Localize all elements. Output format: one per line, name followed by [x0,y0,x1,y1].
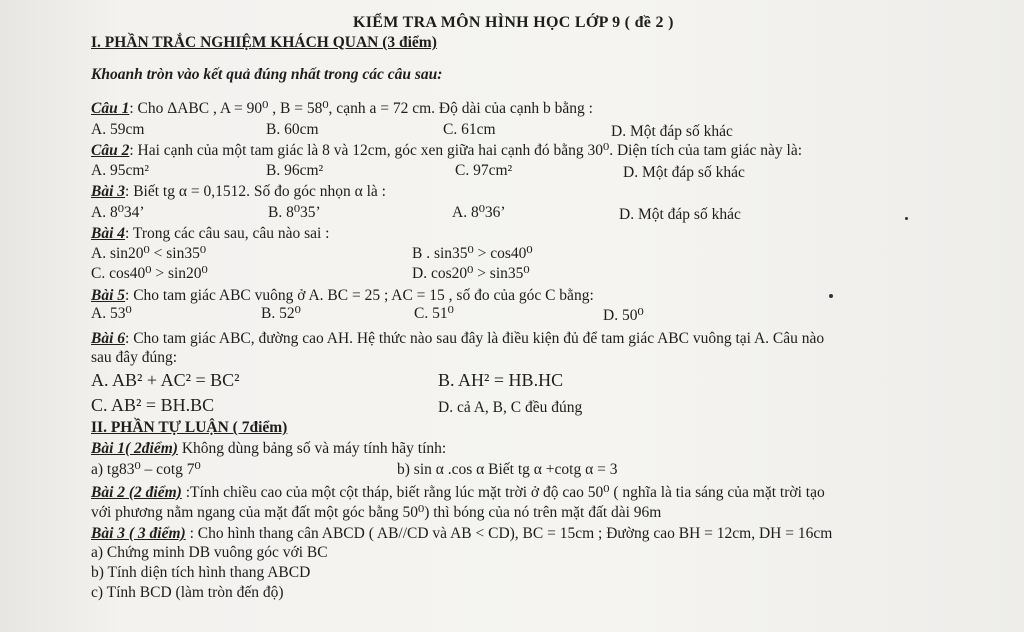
question-4-option-a: A. sin20⁰ < sin35⁰ [91,245,207,262]
problem-2-label: Bài 2 (2 điểm) [91,484,182,501]
question-3-option-d: D. Một đáp số khác [619,206,741,223]
problem-1-part-a: a) tg83⁰ – cotg 7⁰ [91,461,201,478]
question-6-text-continued: sau đây đúng: [91,349,178,366]
problem-1-text: Không dùng bảng số và máy tính hãy tính: [177,440,447,457]
question-3-option-c: A. 8⁰36’ [452,204,506,221]
ink-dot [905,217,908,220]
problem-3-label: Bài 3 ( 3 điểm) [91,525,186,542]
question-5-option-d: D. 50⁰ [603,307,644,324]
problem-2-text-continued: với phương nằm ngang của mặt đất một góc bằng 50⁰) thì bóng của nó trên mặt đất dài 96m [91,504,662,521]
problem-2 [91,484,825,502]
question-5-text: : Cho tam giác ABC vuông ở A. BC = 25 ; AC = 15 , số đo của góc C bằng: [125,287,594,304]
question-3 [91,183,386,201]
problem-3-part-c: c) Tính BCD (làm tròn đến độ) [91,584,284,601]
question-1-text: : Cho ΔABC , A = 90⁰ , B = 58⁰, cạnh a = 72 cm. Độ dài của cạnh b bằng : [129,100,593,117]
question-4-label: Bài 4 [91,225,126,242]
question-5-label: Bài 5 [91,287,126,304]
question-6-label: Bài 6 [91,330,126,347]
exam-title: KIỂM TRA MÔN HÌNH HỌC LỚP 9 ( đề 2 ) [353,14,674,31]
problem-1-part-b: b) sin α .cos α Biết tg α +cotg α = 3 [397,461,618,478]
question-2 [91,142,802,160]
question-3-option-a: A. 8⁰34’ [91,204,145,221]
question-5-option-b: B. 52⁰ [261,305,301,322]
question-3-text: : Biết tg α = 0,1512. Số đo góc nhọn α là : [125,183,386,200]
question-3-label: Bài 3 [91,183,126,200]
problem-3-part-b: b) Tính diện tích hình thang ABCD [91,564,311,581]
question-2-text: : Hai cạnh của một tam giác là 8 và 12cm, góc xen giữa hai cạnh đó bằng 30⁰. Diện tích của tam giác này là: [129,142,803,159]
problem-3 [91,525,832,543]
question-6-option-d: D. cả A, B, C đều đúng [438,399,583,416]
question-1-option-c: C. 61cm [443,121,496,138]
question-6 [91,330,824,348]
question-4-option-c: C. cos40⁰ > sin20⁰ [91,265,208,282]
problem-1-label: Bài 1( 2điểm) [91,440,178,457]
question-1-option-d: D. Một đáp số khác [611,123,733,140]
question-5-option-a: A. 53⁰ [91,305,132,322]
question-4-text: : Trong các câu sau, câu nào sai : [125,225,330,242]
question-1-label: Câu 1 [91,100,130,117]
question-2-label: Câu 2 [91,142,130,159]
question-1-option-b: B. 60cm [266,121,319,138]
question-2-option-c: C. 97cm² [455,162,513,179]
question-2-option-b: B. 96cm² [266,162,324,179]
question-6-option-b: B. AH² = HB.HC [438,370,564,390]
section-2-heading: II. PHẦN TỰ LUẬN ( 7điểm) [91,419,288,436]
question-6-option-a: A. AB² + AC² = BC² [91,370,240,390]
question-6-text: : Cho tam giác ABC, đường cao AH. Hệ thức nào sau đây là điều kiện đủ để tam giác ABC vuông tại A. Câu nào [125,330,825,347]
question-4-option-d: D. cos20⁰ > sin35⁰ [412,265,530,282]
question-4-option-b: B . sin35⁰ > cos40⁰ [412,245,533,262]
question-6-option-c: C. AB² = BH.BC [91,395,215,415]
problem-2-text: :Tính chiều cao của một cột tháp, biết rằng lúc mặt trời ở độ cao 50⁰ ( nghĩa là tia sáng của mặt trời tạo [181,484,825,501]
problem-3-part-a: a) Chứng minh DB vuông góc với BC [91,544,328,561]
question-4 [91,225,330,243]
problem-3-text: : Cho hình thang cân ABCD ( AB//CD và AB < CD), BC = 15cm ; Đường cao BH = 12cm, DH = 16cm [185,525,833,542]
section-1-heading: I. PHẦN TRẮC NGHIỆM KHÁCH QUAN (3 điểm) [91,34,437,51]
question-2-option-a: A. 95cm² [91,162,150,179]
question-1-option-a: A. 59cm [91,121,145,138]
instruction-text: Khoanh tròn vào kết quả đúng nhất trong các câu sau: [91,66,443,83]
problem-1 [91,440,446,458]
ink-dot [829,294,833,298]
question-5 [91,287,594,305]
question-2-option-d: D. Một đáp số khác [623,164,745,181]
question-1 [91,100,593,118]
question-3-option-b: B. 8⁰35’ [268,204,321,221]
question-5-option-c: C. 51⁰ [414,305,454,322]
